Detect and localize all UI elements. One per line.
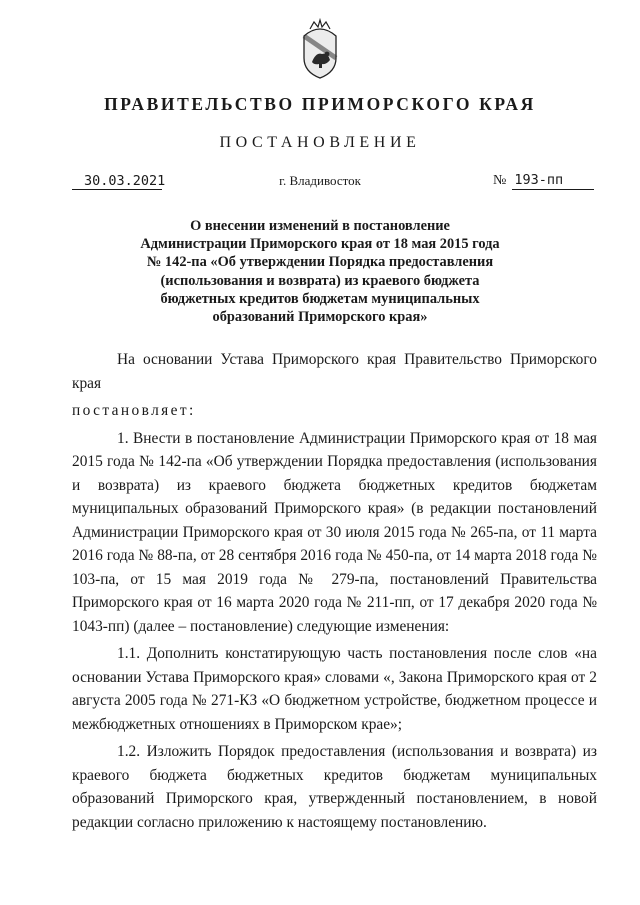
preamble-paragraph: На основании Устава Приморского края Правительство Приморского края (72, 351, 597, 392)
number-sign-label: № (493, 173, 507, 188)
subject-line: № 142-па «Об утверждении Порядка предоставления (146, 254, 494, 271)
decree-word: постановляет: (72, 402, 196, 419)
government-title: ПРАВИТЕЛЬСТВО ПРИМОРСКОГО КРАЯ (104, 94, 536, 114)
document-subject (120, 217, 520, 326)
document-date: 30.03.2021 (72, 173, 162, 190)
subject-line: бюджетных кредитов бюджетам муниципальных (160, 290, 480, 307)
subject-line: Администрации Приморского края от 18 мая 2015 года (140, 236, 500, 253)
subject-line: образований Приморского края» (212, 309, 428, 326)
document-city: г. Владивосток (279, 173, 361, 188)
document-type-heading: ПОСТАНОВЛЕНИЕ (219, 134, 421, 151)
subject-line: (использования и возврата) из краевого бюджета (160, 272, 480, 289)
document-number: 193-пп (512, 172, 594, 190)
clause-1: 1. Внести в постановление Администрации Приморского края от 18 мая 2015 года № 142-па «Об утверждении Порядка предоставления (использования и возврата) из краевого бюджета бюджетных кредитов бюджетам муниципальных образований Приморского края» (в редакции постановлений Администрации Приморского края от 30 июля 2015 года № 265-па, от 11 марта 2016 года № 88-па, от 28 сентября 2016 года № 450-па, от 14 марта 2018 года № 103-па, от 15 мая 2019 года № 279-па, постановлений Правительства Приморского края от 16 марта 2020 года № 211-пп, от 17 декабря 2020 года № 1043-пп) (далее – постановление) следующие изменения: (72, 429, 597, 635)
clause-1-2: 1.2. Изложить Порядок предоставления (использования и возврата) из краевого бюджета бюджетных кредитов бюджетам муниципальных образований Приморского края, утвержденный постановлением, в новой редакции согласно приложению к настоящему постановлению. (72, 743, 597, 831)
subject-line: О внесении изменений в постановление (190, 218, 450, 234)
clause-1-1: 1.1. Дополнить констатирующую часть постановления после слов «на основании Устава Приморского края» словами «, Закона Приморского края от 2 августа 2005 года № 271-КЗ «О бюджетном устройстве, бюджетном процессе и межбюджетных отношениях в Приморском крае»; (72, 645, 597, 733)
coat-of-arms-emblem (297, 18, 343, 80)
document-number-field (493, 172, 594, 190)
document-body (72, 348, 597, 834)
